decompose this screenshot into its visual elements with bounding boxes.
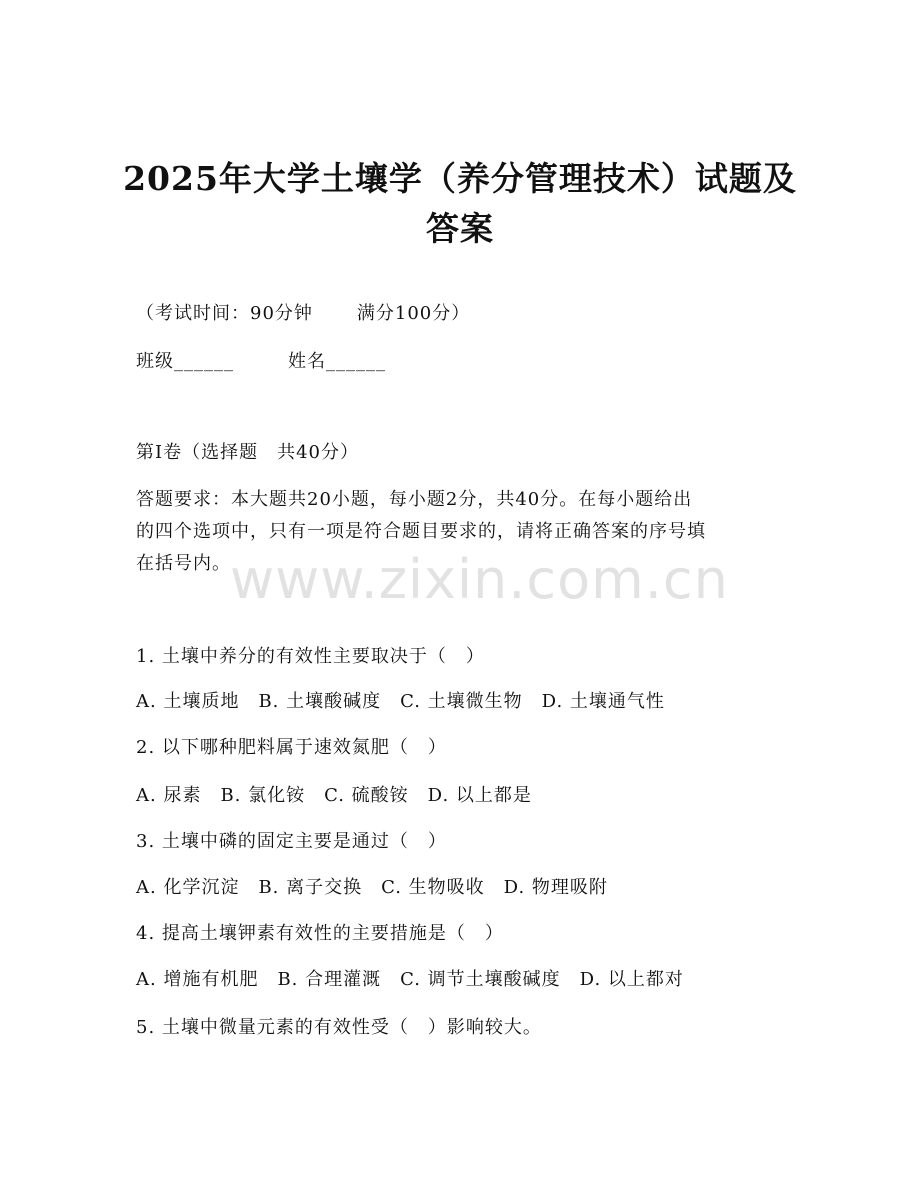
document-title-line2: 答案 (426, 209, 494, 248)
question-options: A. 化学沉淀 B. 离子交换 C. 生物吸收 D. 物理吸附 (136, 877, 608, 898)
question-stem: 3. 土壤中磷的固定主要是通过（ ） (136, 831, 447, 852)
student-fields (136, 350, 386, 374)
question-stem: 2. 以下哪种肥料属于速效氮肥（ ） (136, 737, 447, 758)
instructions (136, 484, 776, 580)
question-stem: 5. 土壤中微量元素的有效性受（ ）影响较大。 (136, 1017, 542, 1038)
watermark: www.zixin.com.cn (230, 548, 729, 611)
question-stem: 4. 提高土壤钾素有效性的主要措施是（ ） (136, 923, 504, 944)
question-options: A. 尿素 B. 氯化铵 C. 硫酸铵 D. 以上都是 (136, 785, 532, 806)
question-stem: 1. 土壤中养分的有效性主要取决于（ ） (136, 646, 485, 667)
section-header: 第Ⅰ卷（选择题 共40分） (136, 442, 360, 463)
exam-time: （考试时间：90分钟 (136, 303, 313, 324)
instructions-line: 的四个选项中，只有一项是符合题目要求的，请将正确答案的序号填 (136, 521, 706, 542)
exam-info (136, 302, 470, 326)
class-field: 班级______ (136, 351, 234, 372)
exam-full-score: 满分100分） (356, 303, 471, 324)
question-options: A. 增施有机肥 B. 合理灌溉 C. 调节土壤酸碱度 D. 以上都对 (136, 969, 684, 990)
document-title-line1: 2025年大学土壤学（养分管理技术）试题及 (123, 159, 797, 198)
instructions-line: 在括号内。 (136, 553, 231, 574)
question-options: A. 土壤质地 B. 土壤酸碱度 C. 土壤微生物 D. 土壤通气性 (136, 691, 665, 712)
name-field: 姓名______ (288, 351, 386, 372)
instructions-line: 答题要求：本大题共20小题，每小题2分，共40分。在每小题给出 (136, 489, 693, 510)
